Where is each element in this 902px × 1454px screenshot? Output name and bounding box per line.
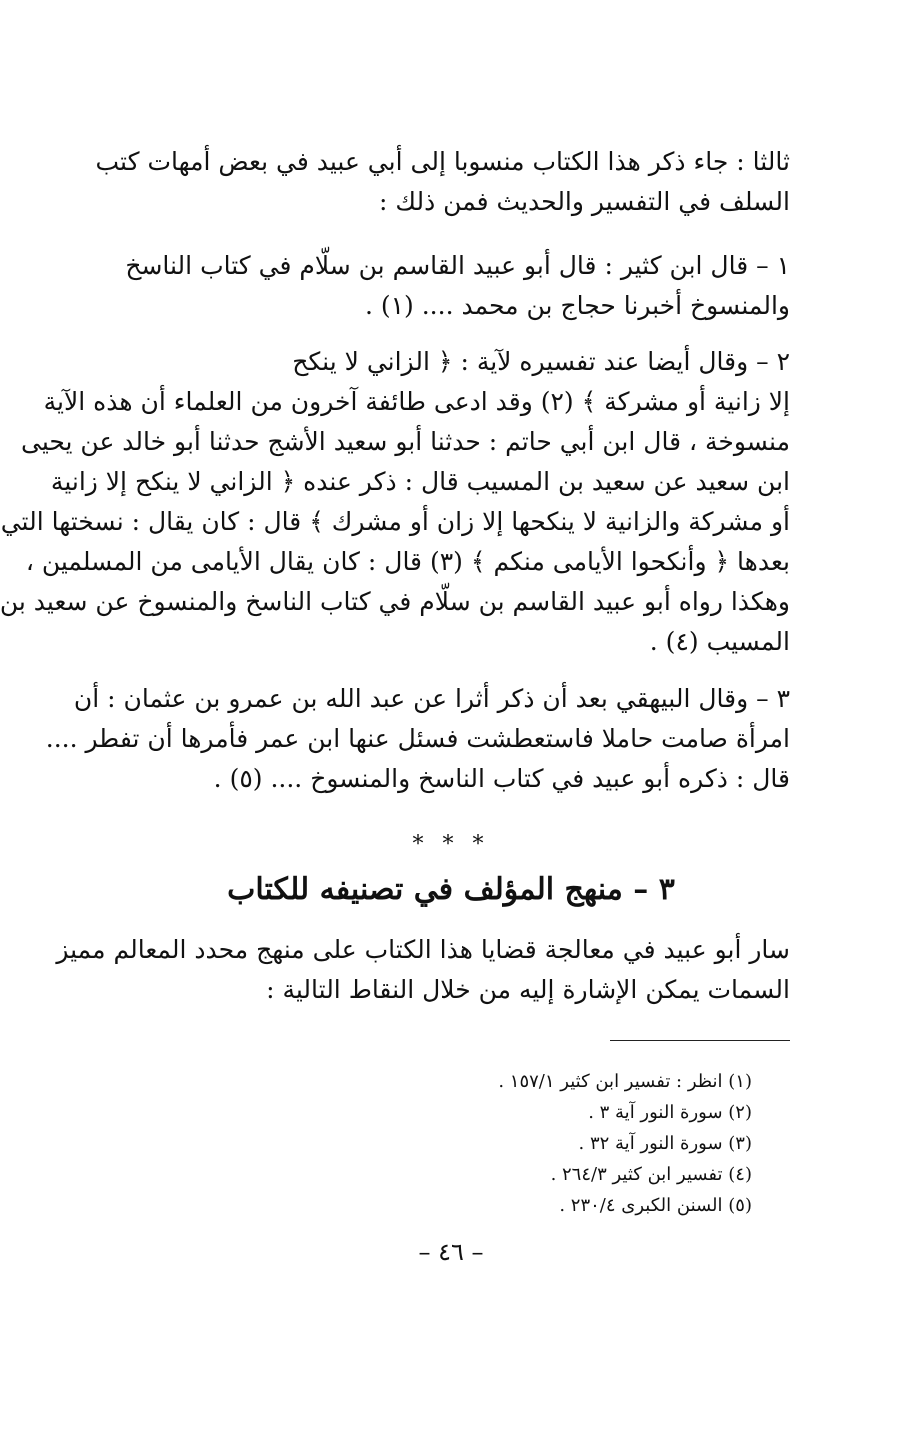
- paragraph-method: [56, 930, 790, 1010]
- paragraph-tafsir-ayah: [0, 342, 790, 662]
- section-separator: * * *: [412, 832, 490, 857]
- text-line: امرأة صامت حاملا فاستعطشت فسئل عنها ابن عمر فأمرها أن تفطر ....: [45, 724, 790, 753]
- text-line: وهكذا رواه أبو عبيد القاسم بن سلّام في كتاب الناسخ والمنسوخ عن سعيد بن: [0, 587, 790, 616]
- paragraph-intro: [95, 142, 790, 222]
- paragraph-bayhaqi: [45, 679, 790, 799]
- text-line: قال : ذكره أبو عبيد في كتاب الناسخ والمنسوخ .... (٥) .: [213, 764, 790, 793]
- text-line: السلف في التفسير والحديث فمن ذلك :: [379, 187, 790, 216]
- paragraph-ibn-kathir: [110, 246, 790, 326]
- footnote: (٤) تفسير ابن كثير ٢٦٤/٣ .: [550, 1164, 752, 1185]
- text-line: ابن سعيد عن سعيد بن المسيب قال : ذكر عنده ﴿ الزاني لا ينكح إلا زانية: [50, 467, 790, 496]
- text-line: بعدها ﴿ وأنكحوا الأيامى منكم ﴾ (٣) قال : كان يقال الأيامى من المسلمين ،: [25, 547, 790, 576]
- text-line: ١ – قال ابن كثير : قال أبو عبيد القاسم بن سلّام في كتاب الناسخ: [125, 251, 790, 280]
- footnotes: [292, 1066, 752, 1221]
- text-line: ٢ – وقال أيضا عند تفسيره لآية : ﴿ الزاني لا ينكح: [292, 347, 790, 376]
- text-line: منسوخة ، قال ابن أبي حاتم : حدثنا أبو سعيد الأشج حدثنا أبو خالد عن يحيى: [20, 427, 790, 456]
- text-line: ٣ – وقال البيهقي بعد أن ذكر أثرا عن عبد الله بن عمرو بن عثمان : أن: [73, 684, 790, 713]
- text-line: ثالثا : جاء ذكر هذا الكتاب منسوبا إلى أبي عبيد في بعض أمهات كتب: [95, 147, 790, 176]
- footnote: (٥) السنن الكبرى ٢٣٠/٤ .: [559, 1195, 752, 1216]
- footnote: (٣) سورة النور آية ٣٢ .: [578, 1133, 752, 1154]
- text-line: السمات يمكن الإشارة إليه من خلال النقاط التالية :: [266, 975, 790, 1004]
- page-number: – ٤٦ –: [418, 1238, 484, 1266]
- text-line: المسيب (٤) .: [649, 627, 790, 656]
- text-line: والمنسوخ أخبرنا حجاج بن محمد .... (١) .: [364, 291, 790, 320]
- text-line: سار أبو عبيد في معالجة قضايا هذا الكتاب على منهج محدد المعالم مميز: [56, 935, 790, 964]
- text-line: أو مشركة والزانية لا ينكحها إلا زان أو مشرك ﴾ قال : كان يقال : نسختها التي: [0, 507, 790, 536]
- footnote: (١) انظر : تفسير ابن كثير ١٥٧/١ .: [498, 1071, 752, 1092]
- text-line: إلا زانية أو مشركة ﴾ (٢) وقد ادعى طائفة آخرون من العلماء أن هذه الآية: [43, 387, 790, 416]
- footnote-divider: [610, 1040, 790, 1041]
- footnote: (٢) سورة النور آية ٣ .: [588, 1102, 752, 1123]
- section-heading: ٣ – منهج المؤلف في تصنيفه للكتاب: [227, 872, 675, 907]
